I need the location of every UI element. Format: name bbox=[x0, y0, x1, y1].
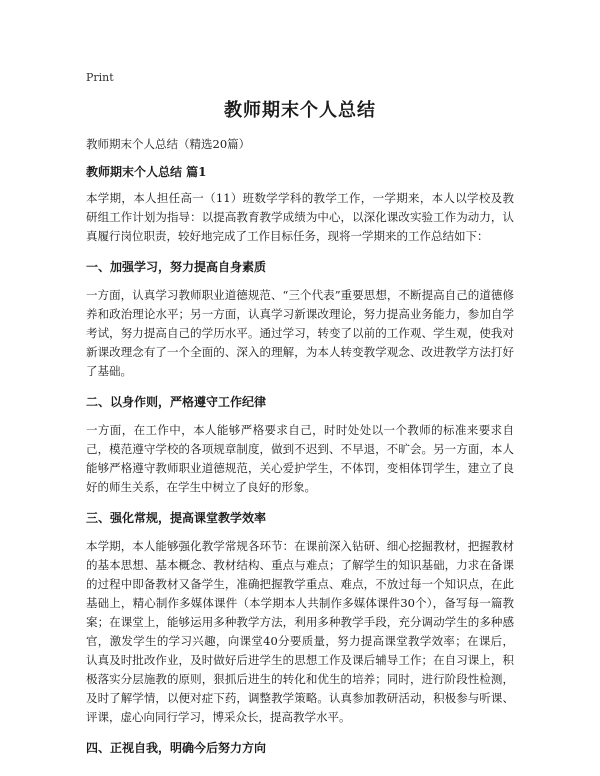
intro-paragraph: 本学期，本人担任高一（11）班数学学科的教学工作，一学期来，本人以学校及教研组工作计划为指导：以提高教育教学成绩为中心，以深化课改实验工作为动力，认真履行岗位职责，较好地完成了工作目标任务，现将一学期来的工作总结如下： bbox=[86, 191, 514, 243]
section-2-paragraph: 一方面，在工作中，本人能够严格要求自己，时时处处以一个教师的标准来要求自己，模范遵守学校的各项规章制度，做到不迟到、不早退，不旷会。另一方面，本人能够严格遵守教师职业道德规范，关心爱护学生，不体罚，变相体罚学生，建立了良好的师生关系，在学生中树立了良好的形象。 bbox=[86, 423, 514, 494]
section-1-paragraph: 一方面，认真学习教师职业道德规范、“三个代表”重要思想，不断提高自己的道德修养和政治理论水平；另一方面，认真学习新课改理论，努力提高业务能力，参加自学考试，努力提高自己的学历水平。通过学习，转变了以前的工作观、学生观，使我对新课改理念有了一个全面的、深入的理解，为本人转变教学观念、改进教学方法打好了基础。 bbox=[86, 288, 514, 378]
section-3-paragraph: 本学期，本人能够强化教学常规各环节：在课前深入钻研、细心挖掘教材，把握教材的基本思想、基本概念、教材结构、重点与难点；了解学生的知识基础，力求在备课的过程中即备教材又备学生，准确把握教学重点、难点，不放过每一个知识点，在此基础上，精心制作多媒体课件（本学期本人共制作多媒体课件30个），备写每一篇教案；在课堂上，能够运用多种教学方法，利用多种教学手段，充分调动学生的多种感官，激发学生的学习兴趣，向课堂40分要质量，努力提高课堂教学效率；在课后，认真及时批改作业，及时做好后进学生的思想工作及课后辅导工作；在自习课上，积极落实分层施教的原则，狠抓后进生的转化和优生的培养；同时，进行阶段性检测，及时了解学情，以便对症下药，调整教学策略。认真参加教研活动，积极参与听课、评课，虚心向同行学习，博采众长，提高教学水平。 bbox=[86, 539, 514, 724]
section-heading-4: 四、正视自我，明确今后努力方向 bbox=[86, 741, 267, 755]
print-link[interactable]: Print bbox=[86, 71, 114, 84]
article-title: 教师期末个人总结 篇1 bbox=[86, 165, 207, 179]
section-heading-3: 三、强化常规，提高课堂教学效率 bbox=[86, 511, 267, 525]
section-heading-2: 二、以身作则，严格遵守工作纪律 bbox=[86, 395, 267, 409]
page-title: 教师期末个人总结 bbox=[224, 100, 376, 121]
section-heading-1: 一、加强学习，努力提高自身素质 bbox=[86, 260, 267, 274]
document-subtitle: 教师期末个人总结（精选20篇） bbox=[86, 137, 251, 151]
